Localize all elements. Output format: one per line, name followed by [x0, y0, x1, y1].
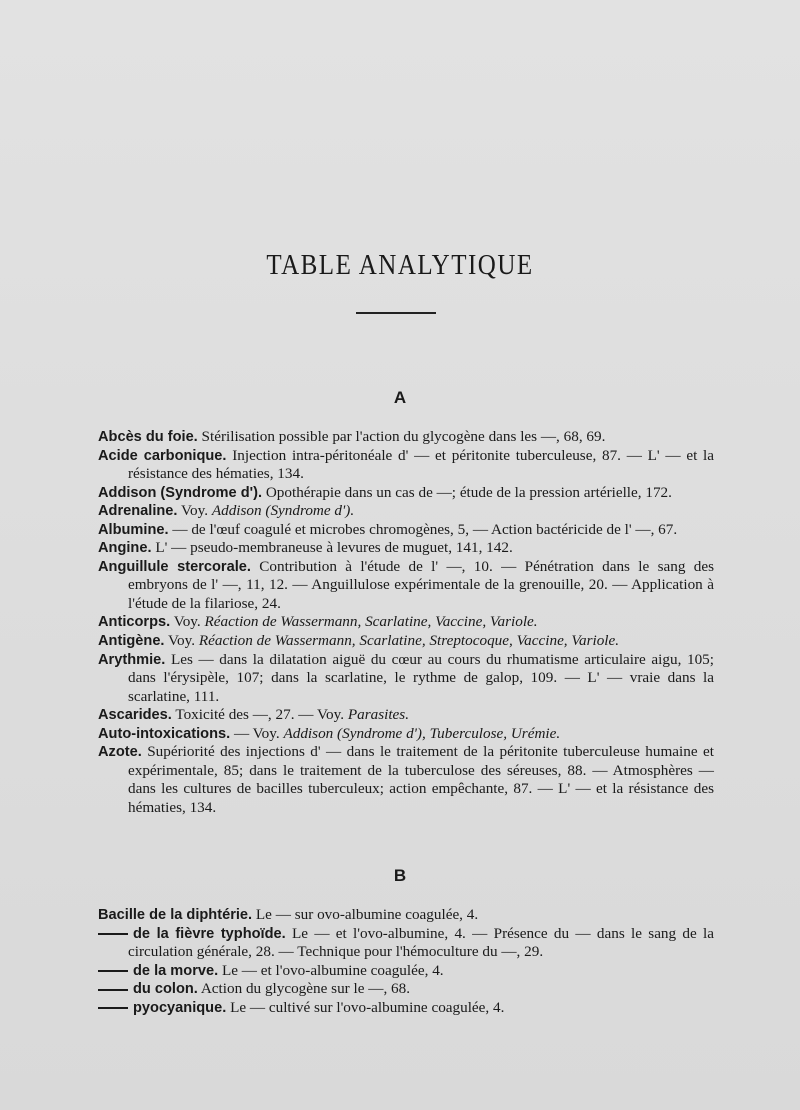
index-subentry: [98, 980, 714, 999]
entry-text: Stérilisation possible par l'action du glycogène dans les —, 68, 69.: [201, 428, 606, 445]
entry-head: Abcès du foie.: [98, 429, 198, 445]
index-subentry: [98, 962, 714, 981]
index-entry: [98, 521, 714, 540]
entry-reference: Réaction de Wassermann, Scarlatine, Vaccine, Variole.: [204, 613, 538, 631]
index-entry: [98, 484, 714, 503]
subentry-head: de la morve.: [133, 962, 219, 979]
entry-reference: Addison (Syndrome d').: [211, 502, 355, 520]
index-subentry: [98, 999, 714, 1018]
index-entry: [98, 632, 714, 651]
entry-text: Voy.: [168, 632, 199, 650]
repeat-dash: [98, 1007, 128, 1009]
section-a-entries: [98, 428, 714, 817]
entry-head: Anguillule stercorale.: [98, 558, 251, 575]
entry-text: Le — et l'ovo-albumine, 4. — Présence du — dans le sang de la circulation générale, 28. — Technique pour l'hémoculture du —, 29.: [128, 924, 715, 961]
subentry-head: du colon.: [133, 981, 198, 998]
entry-text: Le — sur ovo-albumine coagulée, 4.: [255, 906, 479, 923]
entry-head: Azote.: [98, 744, 142, 761]
title-underline: [356, 312, 436, 314]
entry-text: Injection intra-péritonéale d' — et péritonite tuberculeuse, 87. — L' — et la résistance des hématies, 134.: [128, 446, 715, 483]
entry-text: Supériorité des injections d' — dans le traitement de la péritonite tuberculeuse humaine et expérimentale, 85; dans le traitement de la tuberculose des séreuses, 88. — Atmosphères — dans les cultures de bacilles tuberculeux; action empêchante, 87. — L' — et la résistance des hématies, 134.: [128, 743, 714, 816]
repeat-dash: [98, 933, 128, 935]
entry-text: Voy.: [173, 613, 205, 631]
entry-reference: Parasites.: [347, 706, 410, 724]
entry-head: Acide carbonique.: [98, 447, 227, 464]
entry-head: Albumine.: [98, 521, 169, 538]
index-entry: [98, 539, 714, 558]
entry-text: — de l'œuf coagulé et microbes chromogènes, 5, — Action bactéricide de l' —, 67.: [172, 520, 678, 538]
index-entry: [98, 428, 714, 447]
entry-text: L' — pseudo-membraneuse à levures de muguet, 141, 142.: [155, 539, 513, 557]
entry-text: Les — dans la dilatation aiguë du cœur au cours du rhumatisme articulaire aigu, 105; dans l'érysipèle, 107; dans la scarlatine, le rythme de galop, 109. — L' — vraie dans la scarlatine, 111.: [128, 650, 714, 705]
entry-head: Arythmie.: [98, 651, 166, 668]
entry-head: Angine.: [98, 540, 152, 557]
repeat-dash: [98, 989, 128, 991]
entry-text: Toxicité des —, 27. — Voy.: [175, 706, 348, 724]
entry-reference: Réaction de Wassermann, Scarlatine, Streptocoque, Vaccine, Variole.: [198, 632, 620, 650]
entry-reference: Addison (Syndrome d'), Tuberculose, Urémie.: [283, 724, 561, 742]
index-entry: [98, 613, 714, 632]
index-entry: [98, 906, 714, 925]
entry-text: Le — et l'ovo-albumine coagulée, 4.: [221, 961, 444, 979]
subentry-head: de la fièvre typhoïde.: [133, 925, 286, 942]
entry-head: Bacille de la diphtérie.: [98, 907, 253, 923]
entry-head: Auto-intoxications.: [98, 725, 231, 742]
index-entry: [98, 706, 714, 725]
index-entry: [98, 447, 714, 484]
entry-text: — Voy.: [233, 724, 284, 742]
entry-text: Voy.: [181, 502, 212, 520]
section-letter-b: B: [393, 866, 407, 885]
index-entry: [98, 502, 714, 521]
entry-text: Contribution à l'étude de l' —, 10. — Pénétration dans le sang des embryons de l' —, 11, 12. — Anguillulose expérimentale de la grenouille, 20. — Application à l'étude de la filariose, 24.: [128, 557, 714, 612]
repeat-dash: [98, 970, 128, 972]
index-entry: [98, 651, 714, 707]
section-letter-a: A: [393, 388, 407, 407]
entry-text: Opothérapie dans un cas de —; étude de la pression artérielle, 172.: [265, 483, 672, 501]
entry-head: Antigène.: [98, 633, 165, 650]
entry-head: Anticorps.: [98, 614, 171, 631]
section-b-entries: [98, 906, 714, 1017]
entry-text: Action du glycogène sur le —, 68.: [200, 980, 411, 998]
subentry-head: pyocyanique.: [133, 999, 227, 1016]
entry-text: Le — cultivé sur l'ovo-albumine coagulée, 4.: [230, 998, 505, 1016]
entry-head: Addison (Syndrome d').: [98, 484, 263, 501]
entry-head: Adrenaline.: [98, 503, 178, 520]
index-subentry: [98, 925, 714, 962]
entry-head: Ascarides.: [98, 707, 172, 724]
index-entry: [98, 725, 714, 744]
index-entry: [98, 743, 714, 817]
index-entry: [98, 558, 714, 614]
page-title: TABLE ANALYTIQUE: [266, 250, 534, 281]
